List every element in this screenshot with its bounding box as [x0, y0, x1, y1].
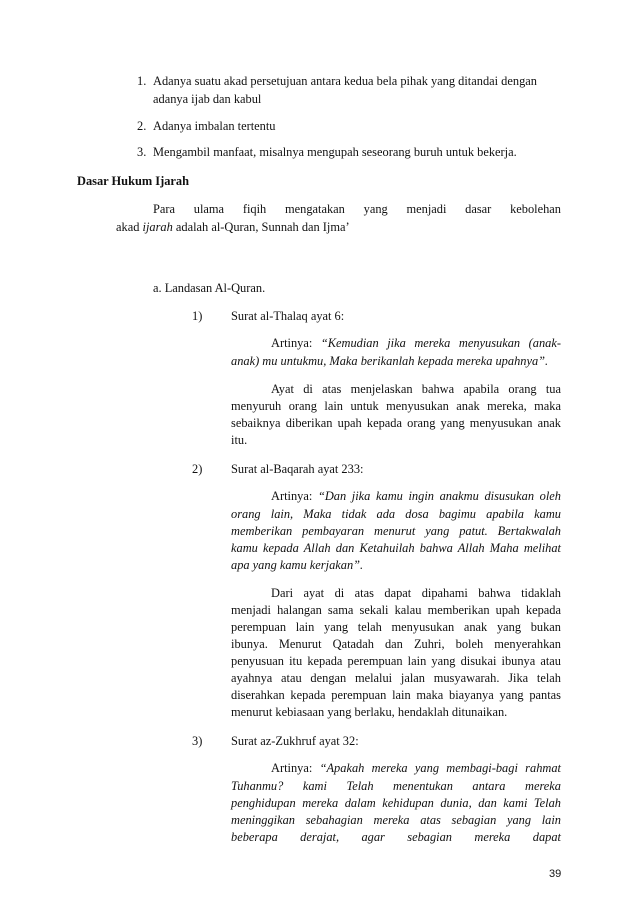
- verse-number: 3): [192, 734, 203, 748]
- list-item-number: 1.: [137, 74, 147, 88]
- translation-line: apa yang kamu kerjakan”.: [231, 558, 364, 572]
- section-heading: Dasar Hukum Ijarah: [77, 174, 189, 188]
- translation-line: penghidupan mereka dalam kehidupan dunia, dan kami Telah: [231, 796, 561, 810]
- intro-line: akad ijarah adalah al-Quran, Sunnah dan Ijma’: [116, 220, 350, 234]
- explanation-line: penyusuan itu kepada perempuan lain yang disukai ibunya atau: [231, 654, 561, 668]
- verse-title: Surat al-Thalaq ayat 6:: [231, 309, 345, 323]
- translation-line: Artinya: “Dan jika kamu ingin anakmu disusukan oleh: [271, 489, 561, 503]
- list-item-text: Mengambil manfaat, misalnya mengupah seseorang buruh untuk bekerja.: [153, 145, 517, 159]
- explanation-line: Ayat di atas menjelaskan bahwa apabila orang tua: [271, 382, 561, 396]
- translation-line: anak) mu untukmu, Maka berikanlah kepada mereka upahnya”.: [231, 354, 549, 368]
- translation-line: beberapa derajat, agar sebagian mereka dapat: [231, 830, 561, 844]
- page-number: 39: [549, 868, 562, 880]
- explanation-line: itu.: [231, 433, 248, 447]
- subsection-heading: a. Landasan Al-Quran.: [153, 281, 266, 295]
- explanation-line: menyuruh orang lain untuk menyusukan anak mereka, maka: [231, 399, 561, 413]
- list-item-text: adanya ijab dan kabul: [153, 92, 262, 106]
- translation-line: Artinya: “Apakah mereka yang membagi-bagi rahmat: [271, 761, 561, 775]
- translation-line: kamu kepada Allah dan Ketahuilah bahwa Allah Maha melihat: [231, 541, 561, 555]
- explanation-line: ibunya. Menurut Qatadah dan Zuhri, boleh menyerahkan: [231, 637, 561, 651]
- verse-title: Surat az-Zukhruf ayat 32:: [231, 734, 359, 748]
- list-item-number: 3.: [137, 145, 147, 159]
- list-item-text: Adanya imbalan tertentu: [153, 119, 276, 133]
- list-item-number: 2.: [137, 119, 147, 133]
- explanation-line: menurut kebiasaan yang berlaku, hendaklah ditunaikan.: [231, 705, 508, 719]
- explanation-line: perempuan lain yang telah menyusukan anak yang bukan: [231, 620, 561, 634]
- translation-line: memberikan pembayaran menurut yang patut. Bertakwalah: [231, 524, 561, 538]
- translation-line: Artinya: “Kemudian jika mereka menyusukan (anak-: [271, 336, 561, 350]
- intro-line: Para ulama fiqih mengatakan yang menjadi dasar kebolehan: [153, 202, 561, 216]
- list-item-text: Adanya suatu akad persetujuan antara kedua bela pihak yang ditandai dengan: [153, 74, 537, 88]
- explanation-line: ayahnya atau dengan melalui jalan musyawarah. Jika telah: [231, 671, 561, 685]
- verse-title: Surat al-Baqarah ayat 233:: [231, 462, 364, 476]
- explanation-line: Dari ayat di atas dapat dipahami bahwa tidaklah: [271, 586, 561, 600]
- translation-line: meninggikan sebahagian mereka atas sebagian yang lain: [231, 813, 561, 827]
- explanation-line: diserahkan kepada perempuan lain maka biayanya yang pantas: [231, 688, 561, 702]
- explanation-line: sebaiknya diberikan upah kepada orang yang menyusukan anak: [231, 416, 561, 430]
- verse-number: 1): [192, 309, 203, 323]
- translation-line: orang lain, Maka tidak ada dosa bagimu apabila kamu: [231, 507, 561, 521]
- verse-number: 2): [192, 462, 203, 476]
- translation-line: Tuhanmu? kami Telah menentukan antara mereka: [231, 779, 561, 793]
- explanation-line: menjadi halangan sama sekali kalau memberikan upah kepada: [231, 603, 561, 617]
